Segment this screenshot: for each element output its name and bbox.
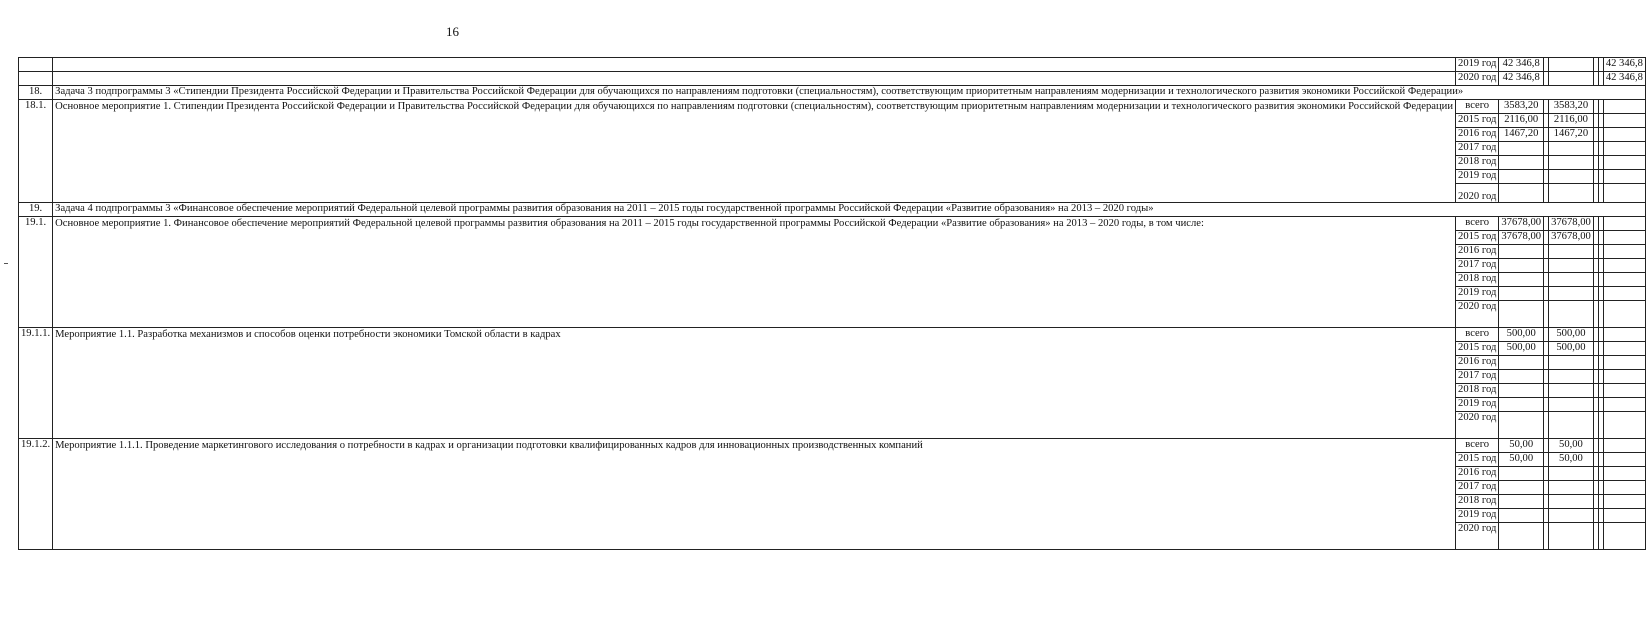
- year-cell: всего: [1456, 439, 1499, 453]
- year-cell: 2019 год: [1456, 287, 1499, 301]
- year-cell: 2017 год: [1456, 370, 1499, 384]
- year-cell: 2017 год: [1456, 481, 1499, 495]
- year-cell: 2016 год: [1456, 356, 1499, 370]
- year-cell: 2016 год: [1456, 128, 1499, 142]
- table-row: [19, 328, 1646, 342]
- item-description: Основное мероприятие 1. Финансовое обеспечение мероприятий Федеральной целевой программы развития образования на 2011 – 2015 годы государственной программы Российской Федерации «Развитие образования» на 2013 – 2020 годы, в том числе:: [53, 217, 1456, 328]
- value-cell: 50,00: [1549, 453, 1594, 467]
- value-cell: 3583,20: [1499, 100, 1544, 114]
- year-cell: 2019 год: [1456, 509, 1499, 523]
- value-cell: 37678,00: [1499, 231, 1544, 245]
- value-cell: 2116,00: [1549, 114, 1594, 128]
- item-description: Основное мероприятие 1. Стипендии Президента Российской Федерации и Правительства Российской Федерации для обучающихся по направлениям подготовки (специальностям), соответствующим приоритетным направлениям модернизации и технологического развития экономики Российской Федерации: [53, 100, 1456, 203]
- value-cell: 42 346,8: [1603, 58, 1645, 72]
- task-title: Задача 3 подпрограммы 3 «Стипендии Президента Российской Федерации и Правительства Российской Федерации для обучающихся по направлениям подготовки (специальностям), соответствующим приоритетным направлениям модернизации и технологического развития экономики Российской Федерации»: [53, 86, 1646, 100]
- year-cell: 2018 год: [1456, 156, 1499, 170]
- value-cell: 42 346,8: [1603, 72, 1645, 86]
- year-cell: 2017 год: [1456, 259, 1499, 273]
- value-cell: 2116,00: [1499, 114, 1544, 128]
- item-number: 18.1.: [19, 100, 53, 203]
- value-cell: 500,00: [1549, 342, 1594, 356]
- value-cell: 3583,20: [1549, 100, 1594, 114]
- item-number: 19.1.1.: [19, 328, 53, 439]
- item-number: 19.1.: [19, 217, 53, 328]
- value-cell: 1467,20: [1549, 128, 1594, 142]
- value-cell: 1467,20: [1499, 128, 1544, 142]
- table-row: [19, 217, 1646, 231]
- year-cell: всего: [1456, 100, 1499, 114]
- year-cell: 2019 год: [1456, 398, 1499, 412]
- year-cell: 2020 год: [1456, 72, 1499, 86]
- year-cell: всего: [1456, 217, 1499, 231]
- table-row: [19, 58, 1646, 72]
- year-cell: 2020 год: [1456, 523, 1499, 550]
- year-cell: 2015 год: [1456, 453, 1499, 467]
- year-cell: всего: [1456, 328, 1499, 342]
- table-row: [19, 100, 1646, 114]
- value-cell: 37678,00: [1549, 231, 1594, 245]
- task-title: Задача 4 подпрограммы 3 «Финансовое обеспечение мероприятий Федеральной целевой программы развития образования на 2011 – 2015 годы государственной программы Российской Федерации «Развитие образования» на 2013 – 2020 годы»: [53, 203, 1646, 217]
- task-number: 19.: [19, 203, 53, 217]
- year-cell: 2020 год: [1456, 412, 1499, 439]
- value-cell: 37678,00: [1549, 217, 1594, 231]
- value-cell: 37678,00: [1499, 217, 1544, 231]
- value-cell: 42 346,8: [1499, 72, 1544, 86]
- year-cell: 2016 год: [1456, 245, 1499, 259]
- year-cell: 2015 год: [1456, 342, 1499, 356]
- item-description: Мероприятие 1.1.1. Проведение маркетингового исследования о потребности в кадрах и организации подготовки квалифицированных кадров для инновационных производственных компаний: [53, 439, 1456, 550]
- task-number: 18.: [19, 86, 53, 100]
- task-row: [19, 203, 1646, 217]
- item-description: Мероприятие 1.1. Разработка механизмов и способов оценки потребности экономики Томской области в кадрах: [53, 328, 1456, 439]
- value-cell: 50,00: [1549, 439, 1594, 453]
- year-cell: 2018 год: [1456, 384, 1499, 398]
- value-cell: 500,00: [1499, 342, 1544, 356]
- year-cell: 2019 год: [1456, 58, 1499, 72]
- value-cell: 50,00: [1499, 439, 1544, 453]
- value-cell: 500,00: [1549, 328, 1594, 342]
- year-cell: 2018 год: [1456, 495, 1499, 509]
- year-cell: 2020 год: [1456, 184, 1499, 203]
- value-cell: 50,00: [1499, 453, 1544, 467]
- year-cell: 2016 год: [1456, 467, 1499, 481]
- table-row: [19, 72, 1646, 86]
- item-number: 19.1.2.: [19, 439, 53, 550]
- task-row: [19, 86, 1646, 100]
- page-number: 16: [446, 24, 459, 39]
- year-cell: 2020 год: [1456, 301, 1499, 328]
- year-cell: 2018 год: [1456, 273, 1499, 287]
- year-cell: 2015 год: [1456, 114, 1499, 128]
- value-cell: 42 346,8: [1499, 58, 1544, 72]
- year-cell: 2019 год: [1456, 170, 1499, 184]
- year-cell: 2017 год: [1456, 142, 1499, 156]
- budget-table: [18, 57, 1646, 550]
- margin-mark: [4, 263, 8, 264]
- table-row: [19, 439, 1646, 453]
- value-cell: 500,00: [1499, 328, 1544, 342]
- year-cell: 2015 год: [1456, 231, 1499, 245]
